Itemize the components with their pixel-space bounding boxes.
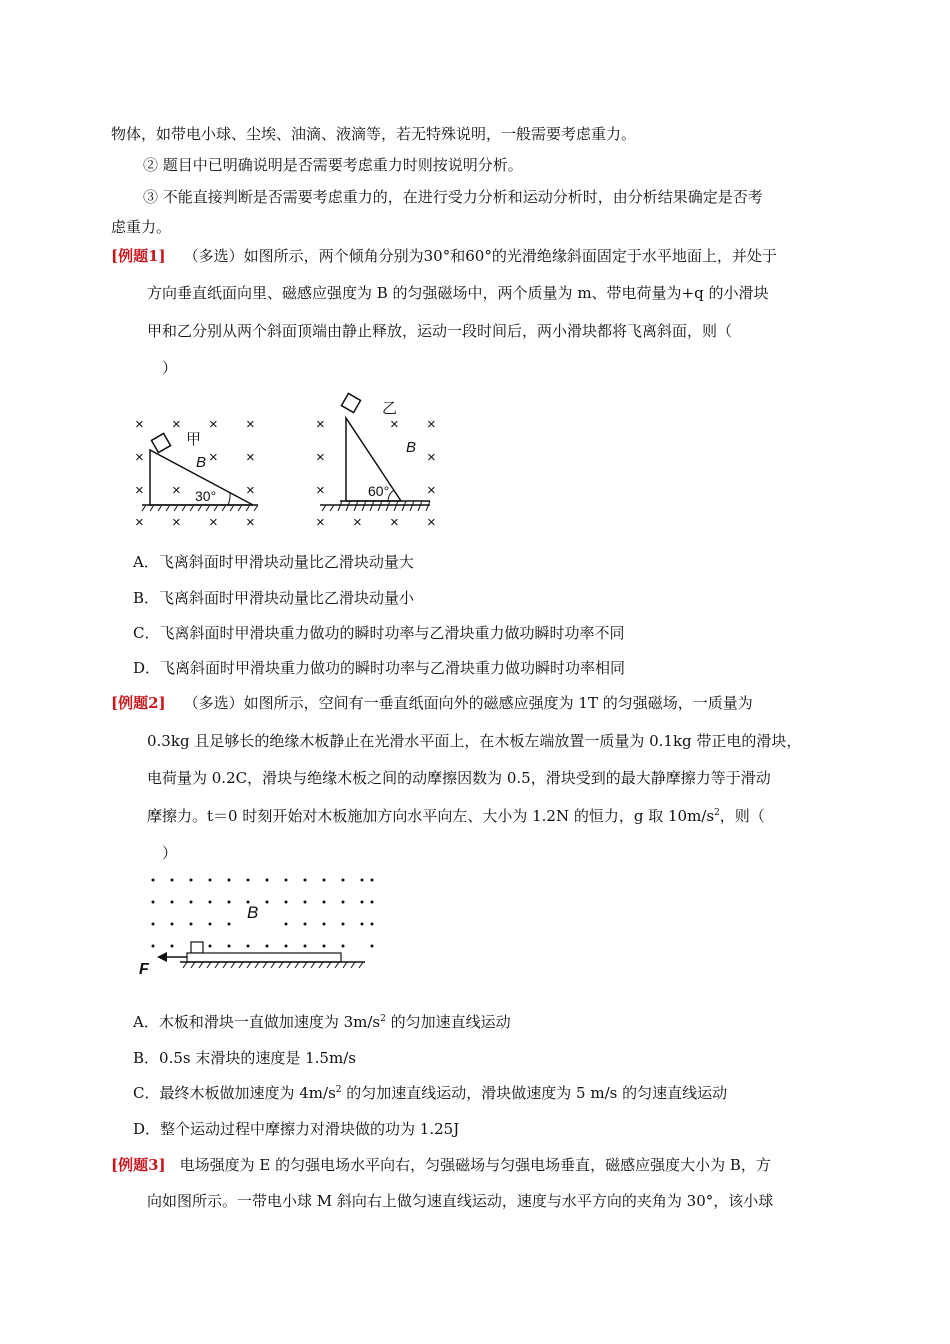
q1-option-d[interactable]: D．飞离斜面时甲滑块重力做功的瞬时功率与乙滑块重力做功瞬时功率相同 [133,659,626,677]
q3-first-line [111,1155,771,1175]
q1-text-line-1: （多选）如图所示，两个倾角分别为30°和60°的光滑绝缘斜面固定于水平地面上，并处于 [183,247,777,265]
block-yi [341,393,360,412]
intro-line-3: ③ 不能直接判断是否需要考虑重力的，在进行受力分析和运动分析时，由分析结果确定是否考 [143,188,763,206]
cross-mark: × [172,416,181,433]
cross-mark: × [427,482,436,499]
dot-grid [152,879,374,948]
label-jia: 甲 [186,431,202,448]
q2-option-b[interactable]: B．0.5s 末滑块的速度是 1.5m/s [133,1049,356,1067]
wooden-board [187,953,341,962]
q2-option-c-sup: 2 [335,1085,342,1095]
cross-mark: × [246,514,255,531]
cross-mark: × [316,514,325,531]
ground-hatch [183,962,363,968]
q1-figure-left [135,416,258,531]
q2-text-line-2: 0.3kg 且足够长的绝缘木板静止在光滑水平面上，在木板左端放置一质量为 0.1kg 带正电的滑块， [147,732,802,750]
cross-mark: × [316,449,325,466]
cross-mark: × [135,416,144,433]
label-b-right: B [406,439,417,456]
cross-mark: × [209,514,218,531]
q3-text-line-2: 向如图所示。一带电小球 M 斜向右上做匀速直线运动，速度与水平方向的夹角为 30°，该小球 [147,1192,774,1210]
cross-mark: × [246,416,255,433]
q2-option-a-part1: A．木板和滑块一直做加速度为 3m/s [133,1013,381,1031]
q1-first-line [111,246,777,266]
ground-hatch [322,501,430,511]
q2-option-c-part1: C．最终木板做加速度为 4m/s [133,1084,336,1102]
q1-text-line-2: 方向垂直纸面向里、磁感应强度为 B 的匀强磁场中，两个质量为 m、带电荷量为+q 的小滑块 [147,284,769,302]
cross-mark: × [172,514,181,531]
q1-option-a[interactable]: A．飞离斜面时甲滑块动量比乙滑块动量大 [133,553,414,571]
cross-mark: × [135,482,144,499]
cross-mark: × [316,482,325,499]
force-arrow-head [157,952,167,962]
q2-option-a[interactable] [133,1012,511,1032]
label-yi: 乙 [382,400,398,417]
cross-mark: × [390,416,399,433]
intro-line-1: 物体，如带电小球、尘埃、油滴、液滴等，若无特殊说明，一般需要考虑重力。 [111,125,637,143]
cross-mark: × [390,514,399,531]
cross-mark: × [353,514,362,531]
slider-block [191,942,203,953]
q2-option-c-part2: 的匀加速直线运动，滑块做速度为 5 m/s 的匀速直线运动 [341,1084,728,1102]
cross-mark: × [427,514,436,531]
q3-text-line-1: 电场强度为 E 的匀强电场水平向右，匀强磁场与匀强电场垂直，磁感应强度大小为 B，方 [179,1156,771,1174]
label-angle-60: 60° [368,483,390,499]
cross-mark: × [209,449,218,466]
q2-first-line [111,693,753,713]
q1-tag: [例题1] [111,247,166,265]
q2-text-line-4a: 摩擦力。t＝0 时刻开始对木板施加方向水平向左、大小为 1.2N 的恒力，g 取 10m/s [147,807,715,825]
q2-text-line-4b: ，则（ [719,807,765,825]
q2-text-line-4 [147,806,765,826]
q2-figure [135,870,380,980]
ground-hatch [142,505,258,511]
cross-mark: × [135,449,144,466]
q2-option-c[interactable] [133,1083,727,1103]
cross-mark: × [172,482,181,499]
q2-text-line-1: （多选）如图所示，空间有一垂直纸面向外的磁感应强度为 1T 的匀强磁场，一质量为 [183,694,753,712]
cross-mark: × [316,416,325,433]
q2-text-line-3: 电荷量为 0.2C，滑块与绝缘木板之间的动摩擦因数为 0.5，滑块受到的最大静摩擦力等于滑动 [147,769,771,787]
q2-option-d[interactable]: D．整个运动过程中摩擦力对滑块做的功为 1.25J [133,1120,460,1138]
q1-text-line-3: 甲和乙分别从两个斜面顶端由静止释放，运动一段时间后，两小滑块都将飞离斜面，则（ [147,322,733,340]
q1-option-b[interactable]: B．飞离斜面时甲滑块动量比乙滑块动量小 [133,589,415,607]
q3-tag: [例题3] [111,1156,166,1174]
label-angle-30: 30° [195,488,217,504]
intro-line-2: ② 题目中已明确说明是否需要考虑重力时则按说明分析。 [143,156,523,174]
cross-mark: × [427,416,436,433]
q2-tag: [例题2] [111,694,166,712]
angle-arc-30 [228,493,230,505]
q2-option-a-part2: 的匀加速直线运动 [385,1013,511,1031]
cross-mark: × [246,449,255,466]
label-f: F [139,961,149,978]
q1-option-c[interactable]: C．飞离斜面时甲滑块重力做功的瞬时功率与乙滑块重力做功瞬时功率不同 [133,624,625,642]
q1-figure [130,388,450,533]
q2-option-a-sup: 2 [380,1014,386,1024]
label-b: B [247,903,259,922]
cross-mark: × [135,514,144,531]
block-jia [151,433,170,452]
q1-figure-right [316,393,436,531]
q2-sup: 2 [714,808,720,818]
q2-text-line-5: ） [162,844,178,862]
q1-text-line-4: ） [162,359,178,377]
intro-line-4: 虑重力。 [111,218,172,236]
label-b-left: B [196,454,207,471]
cross-mark: × [209,416,218,433]
cross-mark: × [427,449,436,466]
cross-mark: × [246,482,255,499]
